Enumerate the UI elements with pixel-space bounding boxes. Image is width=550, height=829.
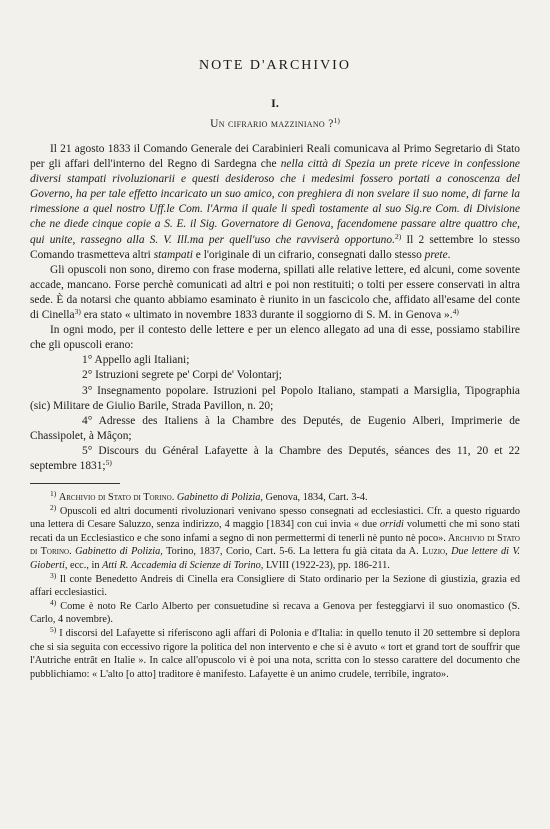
footnote-2 (30, 502, 520, 573)
footnote-text: I discorsi del Lafayette si riferiscono agli affari di Polonia e d'Italia: in quello tenuto il 20 settembre si deplora che si sia seguita con eccessivo rigore la politica del non intervento e che si è avuto « tort et grand tort de souffrir que l'Autriche entrât en Italie ». In calce all'opuscolo vi è poi una nota, scritta con lo stesso carattere del documento che pubblichiamo: « L'alto [o atto] traditore è manifesto. Lafayette è un animo crudele, terribile, ingrato». (30, 628, 520, 680)
footnote-ref: 1) (333, 116, 340, 125)
section-number: I. (271, 96, 279, 110)
main-text (30, 142, 520, 474)
footnote-text: Opuscoli ed altri documenti rivoluzionari venivano spesso consegnati ad ecclesiastici. Cfr. a questo riguardo una lettera di Cesare Saluzzo, senza indirizzo, 4 maggio [1834] con cui invia « due (30, 505, 520, 531)
footnote-divider (30, 483, 120, 484)
footnote-3 (30, 570, 520, 600)
section-title-text: Un cifrario mazziniano ? (210, 118, 334, 130)
paragraph-1-text: e l'originale di un cifrario, consegnati dallo stesso (192, 248, 425, 261)
italic-word: stampati (153, 248, 193, 261)
footnote-number: 2) (50, 502, 57, 512)
section-title (30, 118, 520, 130)
italic-word: prete (424, 248, 448, 261)
footnote-ref: 2) (394, 231, 402, 241)
footnote-number: 3) (50, 570, 57, 580)
pamphlet-list (30, 353, 520, 474)
footnote-text: ecc., in (67, 560, 103, 572)
footnote-number: 1) (50, 489, 57, 499)
italic-text: Atti R. Accademia di Scienze di Torino, (102, 560, 264, 572)
list-item: 4° Adresse des Italiens à la Chambre des Deputés, de Eugenio Alberi, Imprimerie de Chassipolet, à Mâçon; (30, 414, 520, 442)
italic-text: Gabinetto di Polizia, (71, 546, 163, 558)
quoted-report: nella città di Spezia un prete riceve in confessione diversi stampati rivoluzionarii e questi desideroso che i medesimi fossero portati a conoscenza del Governo, ha per tale effetto incaricato un suo amico, con preghiera di non svelare il suo nome, di farne la rimessione a quel nostro Uff.le Com. l'Arma il quale li spedì tostamente al suo Sig.re Com. di Divisione che ne diede cinque copie a S. E. il Sig. Governatore di Genova, facendomene passare altre quattro che, qui unite, rassegno alla S. V. Ill.ma per quell'uso che ravviserà opportuno. (30, 158, 520, 246)
paragraph-2-text: Gli opuscoli non sono, diremo con frase moderna, spillati alle relative lettere, ed alcuni, come sovente accade, mancano. Forse perchè comunicati ad altri e poi non restituiti; o tolti per essere conservati in altra sede. È da notarsi che quanto abbiamo esaminato è riunito in un fascicolo che, affidato all'esame del conte di Cinella (30, 263, 520, 322)
footnotes (30, 491, 520, 681)
paragraph-3: In ogni modo, per il contesto delle lettere e per un elenco allegato ad una di esse, possiamo stabilire che gli opuscoli erano: (30, 324, 520, 352)
footnote-5 (30, 627, 520, 681)
italic-text: Gabinetto di Polizia, (176, 492, 263, 504)
archive-name: Archivio di Stato di Torino. (58, 492, 175, 504)
footnote-4 (30, 597, 520, 627)
footnote-ref: 5) (105, 457, 112, 467)
footnote-text: Torino, 1837, Corio, Cart. 5-6. La lettera fu già citata da (162, 546, 406, 558)
footnote-ref: 3) (74, 307, 81, 317)
page-title: NOTE D'ARCHIVIO (199, 58, 351, 73)
footnote-ref: 4) (452, 307, 459, 317)
paragraph-1-text: Il 2 settembre lo stesso Comando trasmetteva altri (30, 233, 520, 261)
italic-text: orridi (379, 519, 404, 531)
footnote-1 (30, 491, 520, 505)
paragraph-1-text: Il 21 agosto 1833 il Comando Generale dei Carabinieri Reali comunicava al Primo Segretario di Stato per gli affari dell'interno del Regno di Sardegna che (30, 143, 520, 171)
italic-text: Due lettere di V. Gioberti, (30, 546, 520, 572)
author-name: A. Luzio, (405, 546, 448, 558)
list-item (30, 444, 520, 474)
footnote-text: LVIII (1922-23), pp. 186-211. (263, 560, 390, 572)
footnote-text: Il conte Benedetto Andreis di Cinella era Consigliere di Stato ordinario per la Sezione di giustizia, grazia ed affari ecclesiastici. (30, 573, 520, 599)
paragraph-1 (30, 142, 520, 263)
list-item: 3° Insegnamento popolare. Istruzioni pel Popolo Italiano, stampati a Marsiglia, Tipographia (sic) Militare de Giulio Barile, Strada Pavillon, n. 20; (30, 384, 520, 412)
paragraph-2-text: era stato « ultimato in novembre 1833 durante il soggiorno di S. M. in Genova ». (80, 309, 453, 322)
footnote-text: Come è noto Re Carlo Alberto per consuetudine si recava a Genova per festeggiarvi il suo onomastico (S. Carlo, 4 novembre). (30, 600, 520, 626)
footnote-number: 5) (50, 625, 57, 634)
footnote-text: volumetti che mi sono stati recati da un Ecclesiastico e che sono infami a segno di non permettermi di tenerli nè punto nè poco». (30, 519, 520, 544)
paragraph-2 (30, 263, 520, 323)
list-item-text: 5° Discours du Général Lafayette à la Chambre des Deputés, séances des 11, 20 et 22 septembre 1831; (30, 444, 520, 472)
archive-name: Archivio di Stato di Torino. (30, 532, 520, 558)
list-item: 1° Appello agli Italiani; (82, 354, 190, 367)
list-item: 2° Istruzioni segrete pe' Corpi de' Volontarj; (82, 369, 282, 382)
paragraph-1-text: . (447, 248, 451, 261)
footnote-number: 4) (50, 597, 57, 607)
footnote-text: Genova, 1834, Cart. 3-4. (262, 492, 368, 504)
